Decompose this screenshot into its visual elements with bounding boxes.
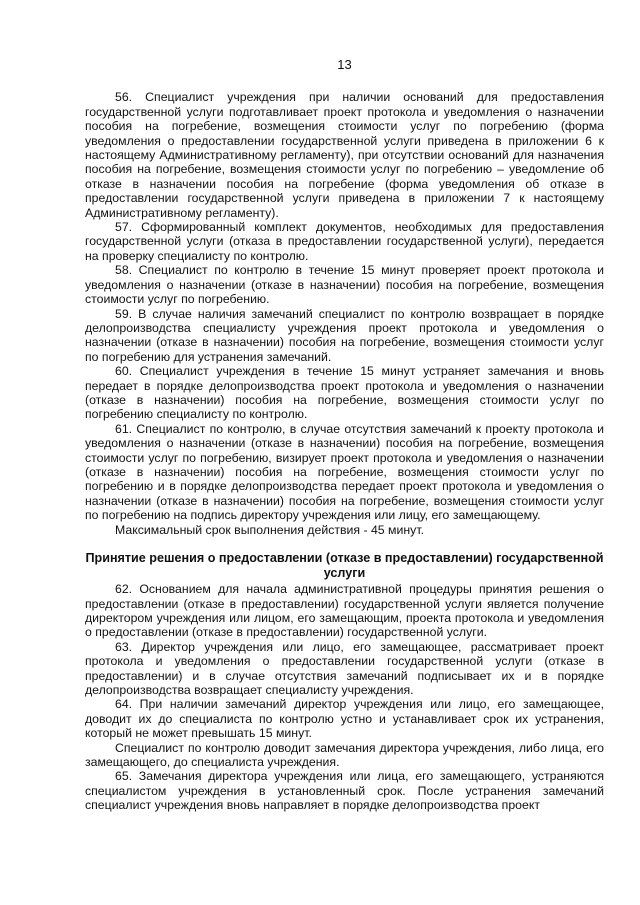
paragraph-64-continued: Специалист по контролю доводит замечания директора учреждения, либо лица, его замещающего, до специалиста учреждения. [85, 740, 604, 770]
paragraph-57: 57. Сформированный комплект документов, необходимых для предоставления государственной услуги (отказа в предоставлении государственной услуги), передается на проверку специалисту по контролю. [85, 220, 604, 263]
page-number: 13 [337, 57, 352, 72]
paragraph-59: 59. В случае наличия замечаний специалист по контролю возвращает в порядке делопроизводства специалисту учреждения проект протокола и уведомления о назначении (отказе в назначении) пособия на погребение, возмещения стоимости услуг по погребению для устранения замечаний. [85, 306, 604, 364]
paragraph-65: 65. Замечания директора учреждения или лица, его замещающего, устраняются специалистом учреждения в установленный срок. После устранения замечаний специалист учреждения вновь направляет в порядке делопроизводства проект [85, 769, 604, 813]
section-heading: Принятие решения о предоставлении (отказе в предоставлении) государственной услуги [85, 551, 604, 580]
paragraph-60: 60. Специалист учреждения в течение 15 минут устраняет замечания и вновь передает в порядке делопроизводства проект протокола и уведомления о назначении (отказе в назначении) пособия на погребение, возмещения стоимости услуг по погребению специалисту по контролю. [85, 364, 604, 422]
paragraph-61: 61. Специалист по контролю, в случае отсутствия замечаний к проекту протокола и уведомления о назначении (отказе в назначении) пособия на погребение, возмещения стоимости услуг по погребению, визирует проект протокола и уведомления о назначении (отказе в назначении) пособия на погребение, возмещения стоимости услуг по погребению и в порядке делопроизводства передает проект протокола и уведомления о назначении (отказе в назначении) пособия на погребение, возмещения стоимости услуг по погребению на подпись директору учреждения или лицу, его замещающему. [85, 421, 604, 523]
max-duration-note: Максимальный срок выполнения действия - 45 минут. [115, 522, 425, 537]
paragraph-56: 56. Специалист учреждения при наличии оснований для предоставления государственной услуги подготавливает проект протокола и уведомления о назначении пособия на погребение, возмещения стоимости услуг по погребению (форма уведомления о предоставлении государственной услуги приведена в приложении 6 к настоящему Административному регламенту), при отсутствии оснований для назначения пособия на погребение, возмещения стоимости услуг по погребению – уведомление об отказе в назначении пособия на погребение (форма уведомления об отказе в предоставлении государственной услуги приведена в приложении 7 к настоящему Административному регламенту). [85, 90, 604, 220]
paragraph-64: 64. При наличии замечаний директор учреждения или лицо, его замещающее, доводит их до специалиста по контролю устно и устанавливает срок их устранения, который не может превышать 15 минут. [85, 697, 604, 741]
paragraph-58: 58. Специалист по контролю в течение 15 минут проверяет проект протокола и уведомления о назначении (отказе в назначении) пособия на погребение, возмещения стоимости услуг по погребению. [85, 263, 604, 307]
paragraph-63: 63. Директор учреждения или лицо, его замещающее, рассматривает проект протокола и уведомления о предоставлении государственной услуги (отказе в предоставлении) и в случае отсутствия замечаний подписывает их и в порядке делопроизводства возвращает специалисту учреждения. [85, 639, 604, 698]
paragraph-62: 62. Основанием для начала административной процедуры принятия решения о предоставлении (отказе в предоставлении) государственной услуги является получение директором учреждения или лицом, его замещающим, проекта протокола и уведомления о предоставлении (отказе в предоставлении) государственной услуги. [85, 582, 604, 640]
